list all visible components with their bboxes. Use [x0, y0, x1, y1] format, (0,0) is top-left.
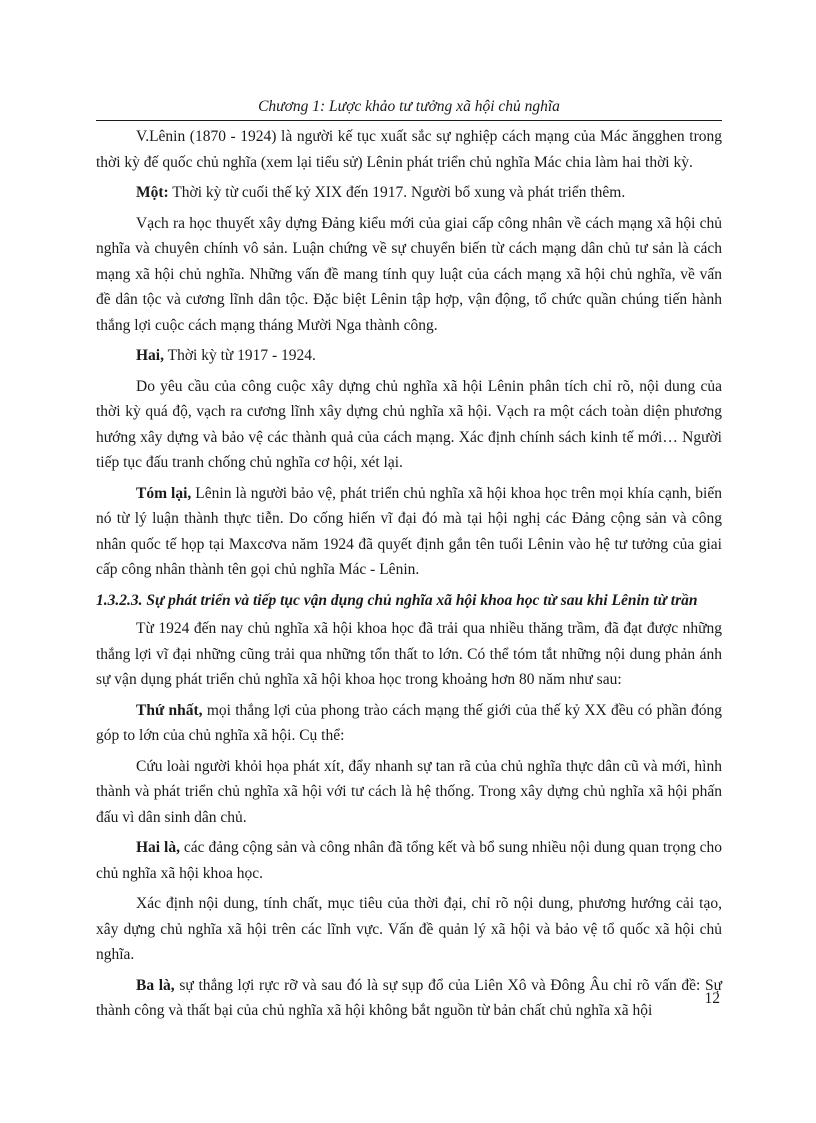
paragraph-text: Thời kỳ từ cuối thế kỷ XIX đến 1917. Người bổ xung và phát triển thêm. [168, 184, 626, 201]
paragraph-lead: Hai là, [136, 839, 180, 856]
paragraph-lead: Hai, [136, 347, 164, 364]
paragraph-text: Từ 1924 đến nay chủ nghĩa xã hội khoa học đã trải qua nhiều thăng trầm, đã đạt được những thắng lợi vĩ đại những cũng trải qua những tổn thất to lớn. Có thể tóm tắt những nội dung phản ánh sự vận dụng phát triển chủ nghĩa xã hội khoa học trong khoảng hơn 80 năm như sau: [96, 620, 722, 688]
paragraph-text: Vạch ra học thuyết xây dựng Đảng kiểu mới của giai cấp công nhân về cách mạng xã hội chủ nghĩa và chuyên chính vô sản. Luận chứng về sự chuyển biến từ cách mạng dân chủ tư sản là cách mạng xã hội chủ nghĩa. Những vấn đề mang tính quy luật của cách mạng xã hội chủ nghĩa, về vấn đề dân tộc và cương lĩnh dân tộc. Đặc biệt Lênin tập hợp, vận động, tổ chức quần chúng tiến hành thắng lợi cuộc cách mạng tháng Mười Nga thành công. [96, 214, 722, 334]
paragraph [96, 124, 722, 175]
page-body [96, 124, 722, 1029]
paragraph [96, 754, 722, 831]
paragraph [96, 374, 722, 476]
paragraph [96, 835, 722, 886]
section-heading: 1.3.2.3. Sự phát triển và tiếp tục vận dụng chủ nghĩa xã hội khoa học từ sau khi Lênin từ trần [96, 591, 698, 609]
paragraph-text: mọi thắng lợi của phong trào cách mạng thế giới của thế kỷ XX đều có phần đóng góp to lớn của chủ nghĩa xã hội. Cụ thể: [96, 701, 722, 744]
paragraph [96, 343, 722, 369]
paragraph-text: Do yêu cầu của công cuộc xây dựng chủ nghĩa xã hội Lênin phân tích chỉ rõ, nội dung của thời kỳ quá độ, vạch ra cương lĩnh xây dựng chủ nghĩa xã hội. Vạch ra một cách toàn diện phương hướng xây dựng và bảo vệ các thành quả của cách mạng. Xác định chính sách kinh tế mới… Người tiếp tục đấu tranh chống chủ nghĩa cơ hội, xét lại. [96, 377, 722, 471]
paragraph [96, 180, 722, 206]
paragraph [96, 481, 722, 583]
paragraph-text: V.Lênin (1870 - 1924) là người kế tục xuất sắc sự nghiệp cách mạng của Mác ăngghen trong thời kỳ đế quốc chủ nghĩa (xem lại tiểu sử) Lênin phát triển chủ nghĩa Mác chia làm hai thời kỳ. [96, 128, 722, 171]
paragraph [96, 616, 722, 693]
paragraph-text: Cứu loài người khỏi họa phát xít, đẩy nhanh sự tan rã của chủ nghĩa thực dân cũ và mới, hình thành và phát triển chủ nghĩa xã hội với tư cách là hệ thống. Trong xây dựng chủ nghĩa xã hội phấn đấu vì dân sinh dân chủ. [96, 757, 722, 826]
paragraph [96, 891, 722, 968]
paragraph-text: sự thắng lợi rực rỡ và sau đó là sự sụp đổ của Liên Xô và Đông Âu chỉ rõ vấn đề: Sự thành công và thất bại của chủ nghĩa xã hội không bắt nguồn từ bản chất chủ nghĩa xã hội [96, 976, 722, 1019]
paragraph [96, 698, 722, 749]
running-header: Chương 1: Lược khảo tư tưởng xã hội chủ nghĩa [258, 98, 560, 115]
paragraph-text: Thời kỳ từ 1917 - 1924. [164, 347, 316, 364]
paragraph-text: Xác định nội dung, tính chất, mục tiêu của thời đại, chỉ rõ nội dung, phương hướng cải tạo, xây dựng chủ nghĩa xã hội trên các lĩnh vực. Vấn đề quản lý xã hội và bảo vệ tổ quốc xã hội chủ nghĩa. [96, 895, 722, 963]
paragraph-lead: Tóm lại, [136, 484, 192, 502]
paragraph [96, 973, 722, 1024]
paragraph [96, 211, 722, 339]
paragraph-text: Lênin là người bảo vệ, phát triển chủ nghĩa xã hội khoa học trên mọi khía cạnh, biến nó từ lý luận thành thực tiễn. Do cống hiến vĩ đại đó mà tại hội nghị các Đảng cộng sản và công nhân quốc tế họp tại Maxcơva năm 1924 đã quyết định gắn tên tuổi Lênin vào hệ tư tưởng của giai cấp công nhân thành tên gọi chủ nghĩa Mác - Lênin. [96, 484, 722, 578]
page-number: 12 [704, 990, 720, 1007]
paragraph-lead: Thứ nhất, [136, 701, 203, 719]
header-rule [96, 120, 722, 121]
paragraph-lead: Một: [136, 184, 169, 201]
paragraph-lead: Ba là, [136, 976, 175, 994]
paragraph-text: các đảng cộng sản và công nhân đã tổng kết và bổ sung nhiều nội dung quan trọng cho chủ nghĩa xã hội khoa học. [96, 839, 723, 882]
